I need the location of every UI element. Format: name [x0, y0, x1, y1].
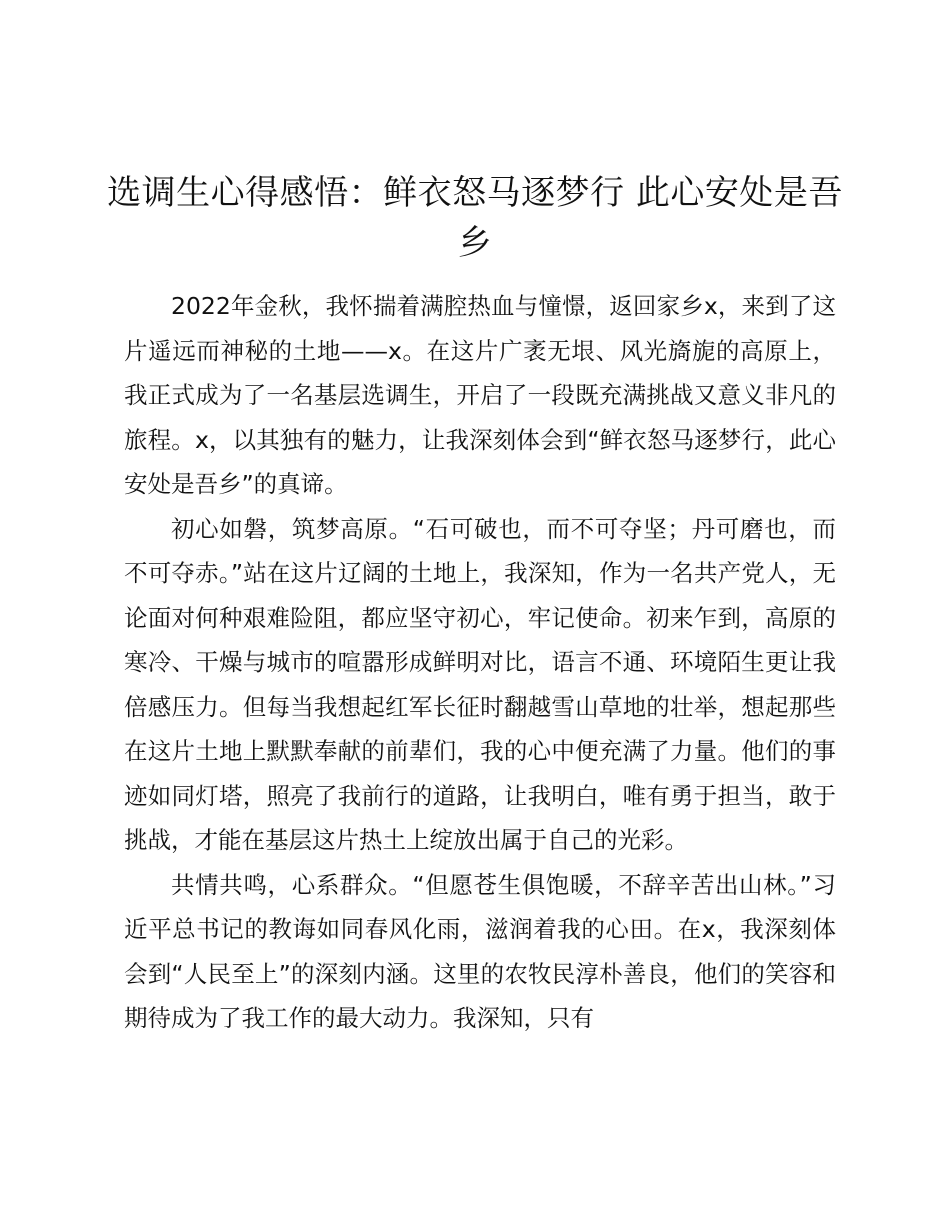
document-body: [124, 284, 836, 1041]
paragraph-original-aspiration: 初心如磐，筑梦高原。“石可破也，而不可夺坚；丹可磨也，而不可夺赤。”站在这片辽阔的土地上，我深知，作为一名共产党人，无论面对何种艰难险阻，都应坚守初心，牢记使命。初来乍到，高原的寒冷、干燥与城市的喧嚣形成鲜明对比，语言不通、环境陌生更让我倍感压力。但每当我想起红军长征时翻越雪山草地的壮举，想起那些在这片土地上默默奉献的前辈们，我的心中便充满了力量。他们的事迹如同灯塔，照亮了我前行的道路，让我明白，唯有勇于担当，敢于挑战，才能在基层这片热土上绽放出属于自己的光彩。: [124, 514, 836, 854]
document-title: 选调生心得感悟：鲜衣怒马逐梦行 此心安处是吾乡: [107, 173, 843, 263]
paragraph-empathy: 共情共鸣，心系群众。“但愿苍生俱饱暖，不辞辛苦出山林。”习近平总书记的教诲如同春风化雨，滋润着我的心田。在x，我深刻体会到“人民至上”的深刻内涵。这里的农牧民淳朴善良，他们的笑容和期待成为了我工作的最大动力。我深知，只有: [124, 870, 836, 1032]
paragraph-intro: 2022年金秋，我怀揣着满腔热血与憧憬，返回家乡x，来到了这片遥远而神秘的土地——x。在这片广袤无垠、风光旖旎的高原上，我正式成为了一名基层选调生，开启了一段既充满挑战又意义非凡的旅程。x，以其独有的魅力，让我深刻体会到“鲜衣怒马逐梦行，此心安处是吾乡”的真谛。: [124, 292, 836, 498]
